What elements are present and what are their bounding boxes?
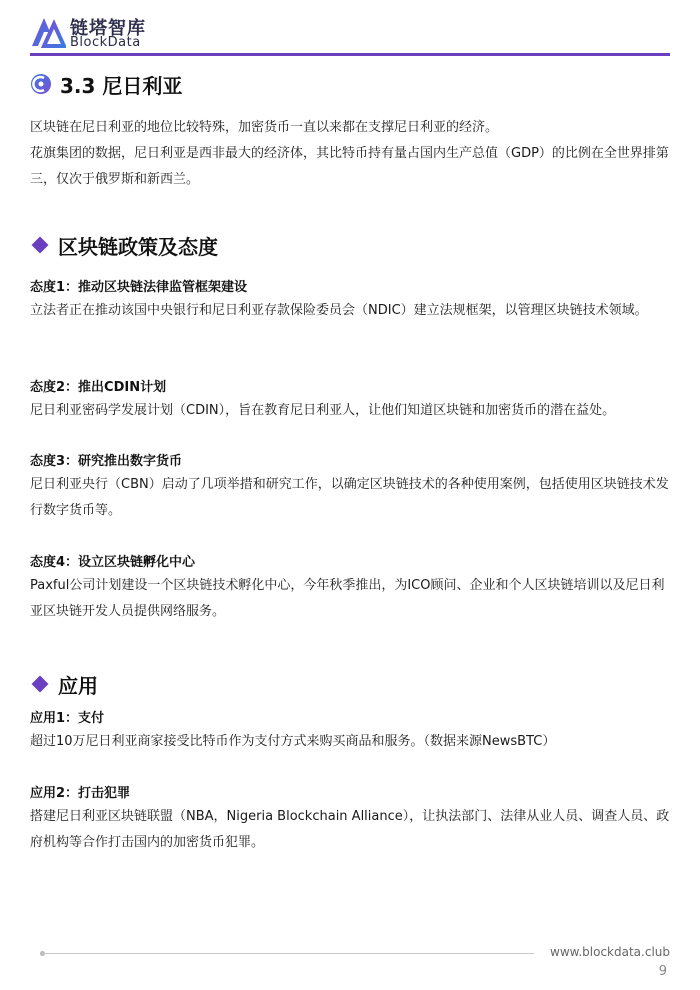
brand-name-en: BlockData: [70, 35, 141, 50]
application-1-title: 应用1：支付: [30, 711, 105, 726]
footer-url: www.blockdata.club: [550, 945, 670, 959]
attitude-3-text: 尼日利亚央行（CBN）启动了几项举措和研究工作，以确定区块链技术的各种使用案例，包括使用区块链技术发行数字货币等。: [30, 477, 669, 518]
diamond-bullet-icon: [32, 676, 49, 693]
intro-paragraph-1: 区块链在尼日利亚的地位比较特殊，加密货币一直以来都在支撑尼日利亚的经济。: [30, 120, 499, 135]
diamond-bullet-icon: [32, 237, 49, 254]
section-title-text: 3.3 尼日利亚: [60, 73, 183, 98]
application-2-text: 搭建尼日利亚区块链联盟（NBA，Nigeria Blockchain Alliance），让执法部门、法律从业人员、调查人员、政府机构等合作打击国内的加密货币犯罪。: [30, 809, 670, 850]
attitude-2-title: 态度2：推出CDIN计划: [30, 380, 167, 395]
policy-heading-text: 区块链政策及态度: [58, 234, 218, 259]
brand-name-cn: 链塔智库: [70, 18, 146, 39]
policy-heading: [30, 231, 218, 259]
header-divider: [30, 53, 670, 56]
attitude-4-text: Paxful公司计划建设一个区块链技术孵化中心，今年秋季推出，为ICO顾问、企业和个人区块链培训以及尼日利亚区块链开发人员提供网络服务。: [30, 578, 665, 619]
page-number: 9: [658, 964, 667, 979]
application-1-text: 超过10万尼日利亚商家接受比特币作为支付方式来购买商品和服务。（数据来源NewsBTC）: [30, 734, 556, 749]
attitude-1-title: 态度1：推动区块链法律监管框架建设: [30, 280, 248, 295]
attitude-3-title: 态度3：研究推出数字货币: [30, 454, 183, 469]
attitude-4-title: 态度4：设立区块链孵化中心: [30, 555, 196, 570]
attitude-2-text: 尼日利亚密码学发展计划（CDIN），旨在教育尼日利亚人，让他们知道区块链和加密货币的潜在益处。: [30, 403, 616, 418]
application-heading-text: 应用: [58, 673, 98, 698]
application-2-title: 应用2：打击犯罪: [30, 786, 131, 801]
blockdata-logo-icon: [30, 14, 66, 48]
attitude-1-text: 立法者正在推动该国中央银行和尼日利亚存款保险委员会（NDIC）建立法规框架，以管理区块链技术领域。: [30, 303, 648, 318]
application-heading: [30, 670, 98, 698]
blockdata-circle-icon: [30, 73, 52, 95]
section-title: [30, 70, 182, 98]
footer-divider: [42, 953, 534, 954]
intro-paragraph-2: 花旗集团的数据，尼日利亚是西非最大的经济体，其比特币持有量占国内生产总值（GDP）的比例在全世界排第三，仅次于俄罗斯和新西兰。: [30, 146, 669, 187]
